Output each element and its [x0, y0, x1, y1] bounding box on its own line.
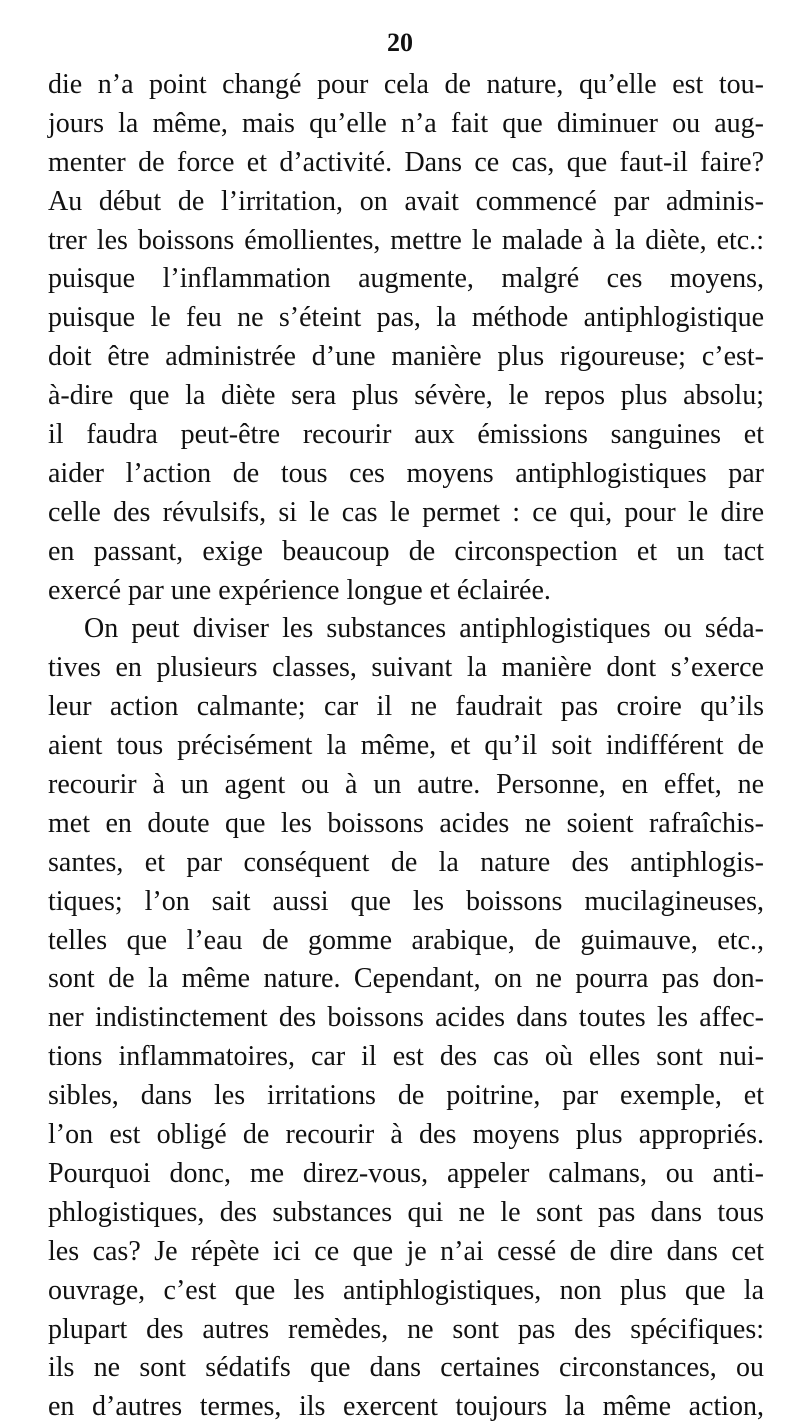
text-line: tions inflammatoires, car il est des cas où elles sont nui- — [48, 1041, 764, 1073]
text-line: l’on est obligé de recourir à des moyens plus appropriés. — [48, 1119, 764, 1151]
text-line: santes, et par conséquent de la nature des antiphlogis- — [48, 846, 764, 878]
text-line: en passant, exige beaucoup de circonspection et un tact — [48, 535, 764, 567]
text-line: trer les boissons émollientes, mettre le malade à la diète, etc.: — [48, 224, 764, 256]
text-line: phlogistiques, des substances qui ne le sont pas dans tous — [48, 1196, 764, 1228]
text-line: tives en plusieurs classes, suivant la manière dont s’exerce — [48, 652, 764, 684]
text-line: les cas? Je répète ici ce que je n’ai cessé de dire dans cet — [48, 1235, 764, 1267]
text-line: exercé par une expérience longue et éclairée. — [48, 574, 551, 606]
text-line: Au début de l’irritation, on avait commencé par adminis- — [48, 185, 764, 217]
text-line: Pourquoi donc, me direz-vous, appeler calmans, ou anti- — [48, 1157, 764, 1189]
text-line: tiques; l’on sait aussi que les boissons mucilagineuses, — [48, 885, 764, 917]
text-line: il faudra peut-être recourir aux émissions sanguines et — [48, 419, 764, 451]
body-text — [48, 66, 764, 1427]
text-line: met en doute que les boissons acides ne soient rafraîchis- — [48, 807, 764, 839]
text-line: doit être administrée d’une manière plus rigoureuse; c’est- — [48, 341, 764, 373]
text-line: en d’autres termes, ils exercent toujours la même action, — [48, 1391, 764, 1423]
text-line: sont de la même nature. Cependant, on ne pourra pas don- — [48, 963, 764, 995]
text-line: ner indistinctement des boissons acides dans toutes les affec- — [48, 1002, 764, 1034]
text-line: ouvrage, c’est que les antiphlogistiques, non plus que la — [48, 1274, 764, 1306]
text-line: puisque le feu ne s’éteint pas, la méthode antiphlogistique — [48, 302, 764, 334]
text-line: aider l’action de tous ces moyens antiphlogistiques par — [48, 457, 764, 489]
text-line: ils ne sont sédatifs que dans certaines circonstances, ou — [48, 1352, 764, 1384]
page-number: 20 — [387, 28, 413, 57]
text-line: puisque l’inflammation augmente, malgré ces moyens, — [48, 263, 764, 295]
text-line: recourir à un agent ou à un autre. Personne, en effet, ne — [48, 769, 764, 801]
text-line: telles que l’eau de gomme arabique, de guimauve, etc., — [48, 924, 764, 956]
text-line: leur action calmante; car il ne faudrait pas croire qu’ils — [48, 691, 764, 723]
text-line: celle des révulsifs, si le cas le permet : ce qui, pour le dire — [48, 496, 764, 528]
text-line: plupart des autres remèdes, ne sont pas des spécifiques: — [48, 1313, 764, 1345]
text-line: jours la même, mais qu’elle n’a fait que diminuer ou aug- — [48, 107, 764, 139]
text-line: aient tous précisément la même, et qu’il soit indifférent de — [48, 730, 764, 762]
paragraph-first-line: On peut diviser les substances antiphlogistiques ou séda- — [84, 613, 764, 645]
text-line: sibles, dans les irritations de poitrine, par exemple, et — [48, 1080, 764, 1112]
text-line: à-dire que la diète sera plus sévère, le repos plus absolu; — [48, 380, 764, 412]
text-line: menter de force et d’activité. Dans ce cas, que faut-il faire? — [48, 146, 764, 178]
text-line: die n’a point changé pour cela de nature, qu’elle est tou- — [48, 69, 764, 100]
